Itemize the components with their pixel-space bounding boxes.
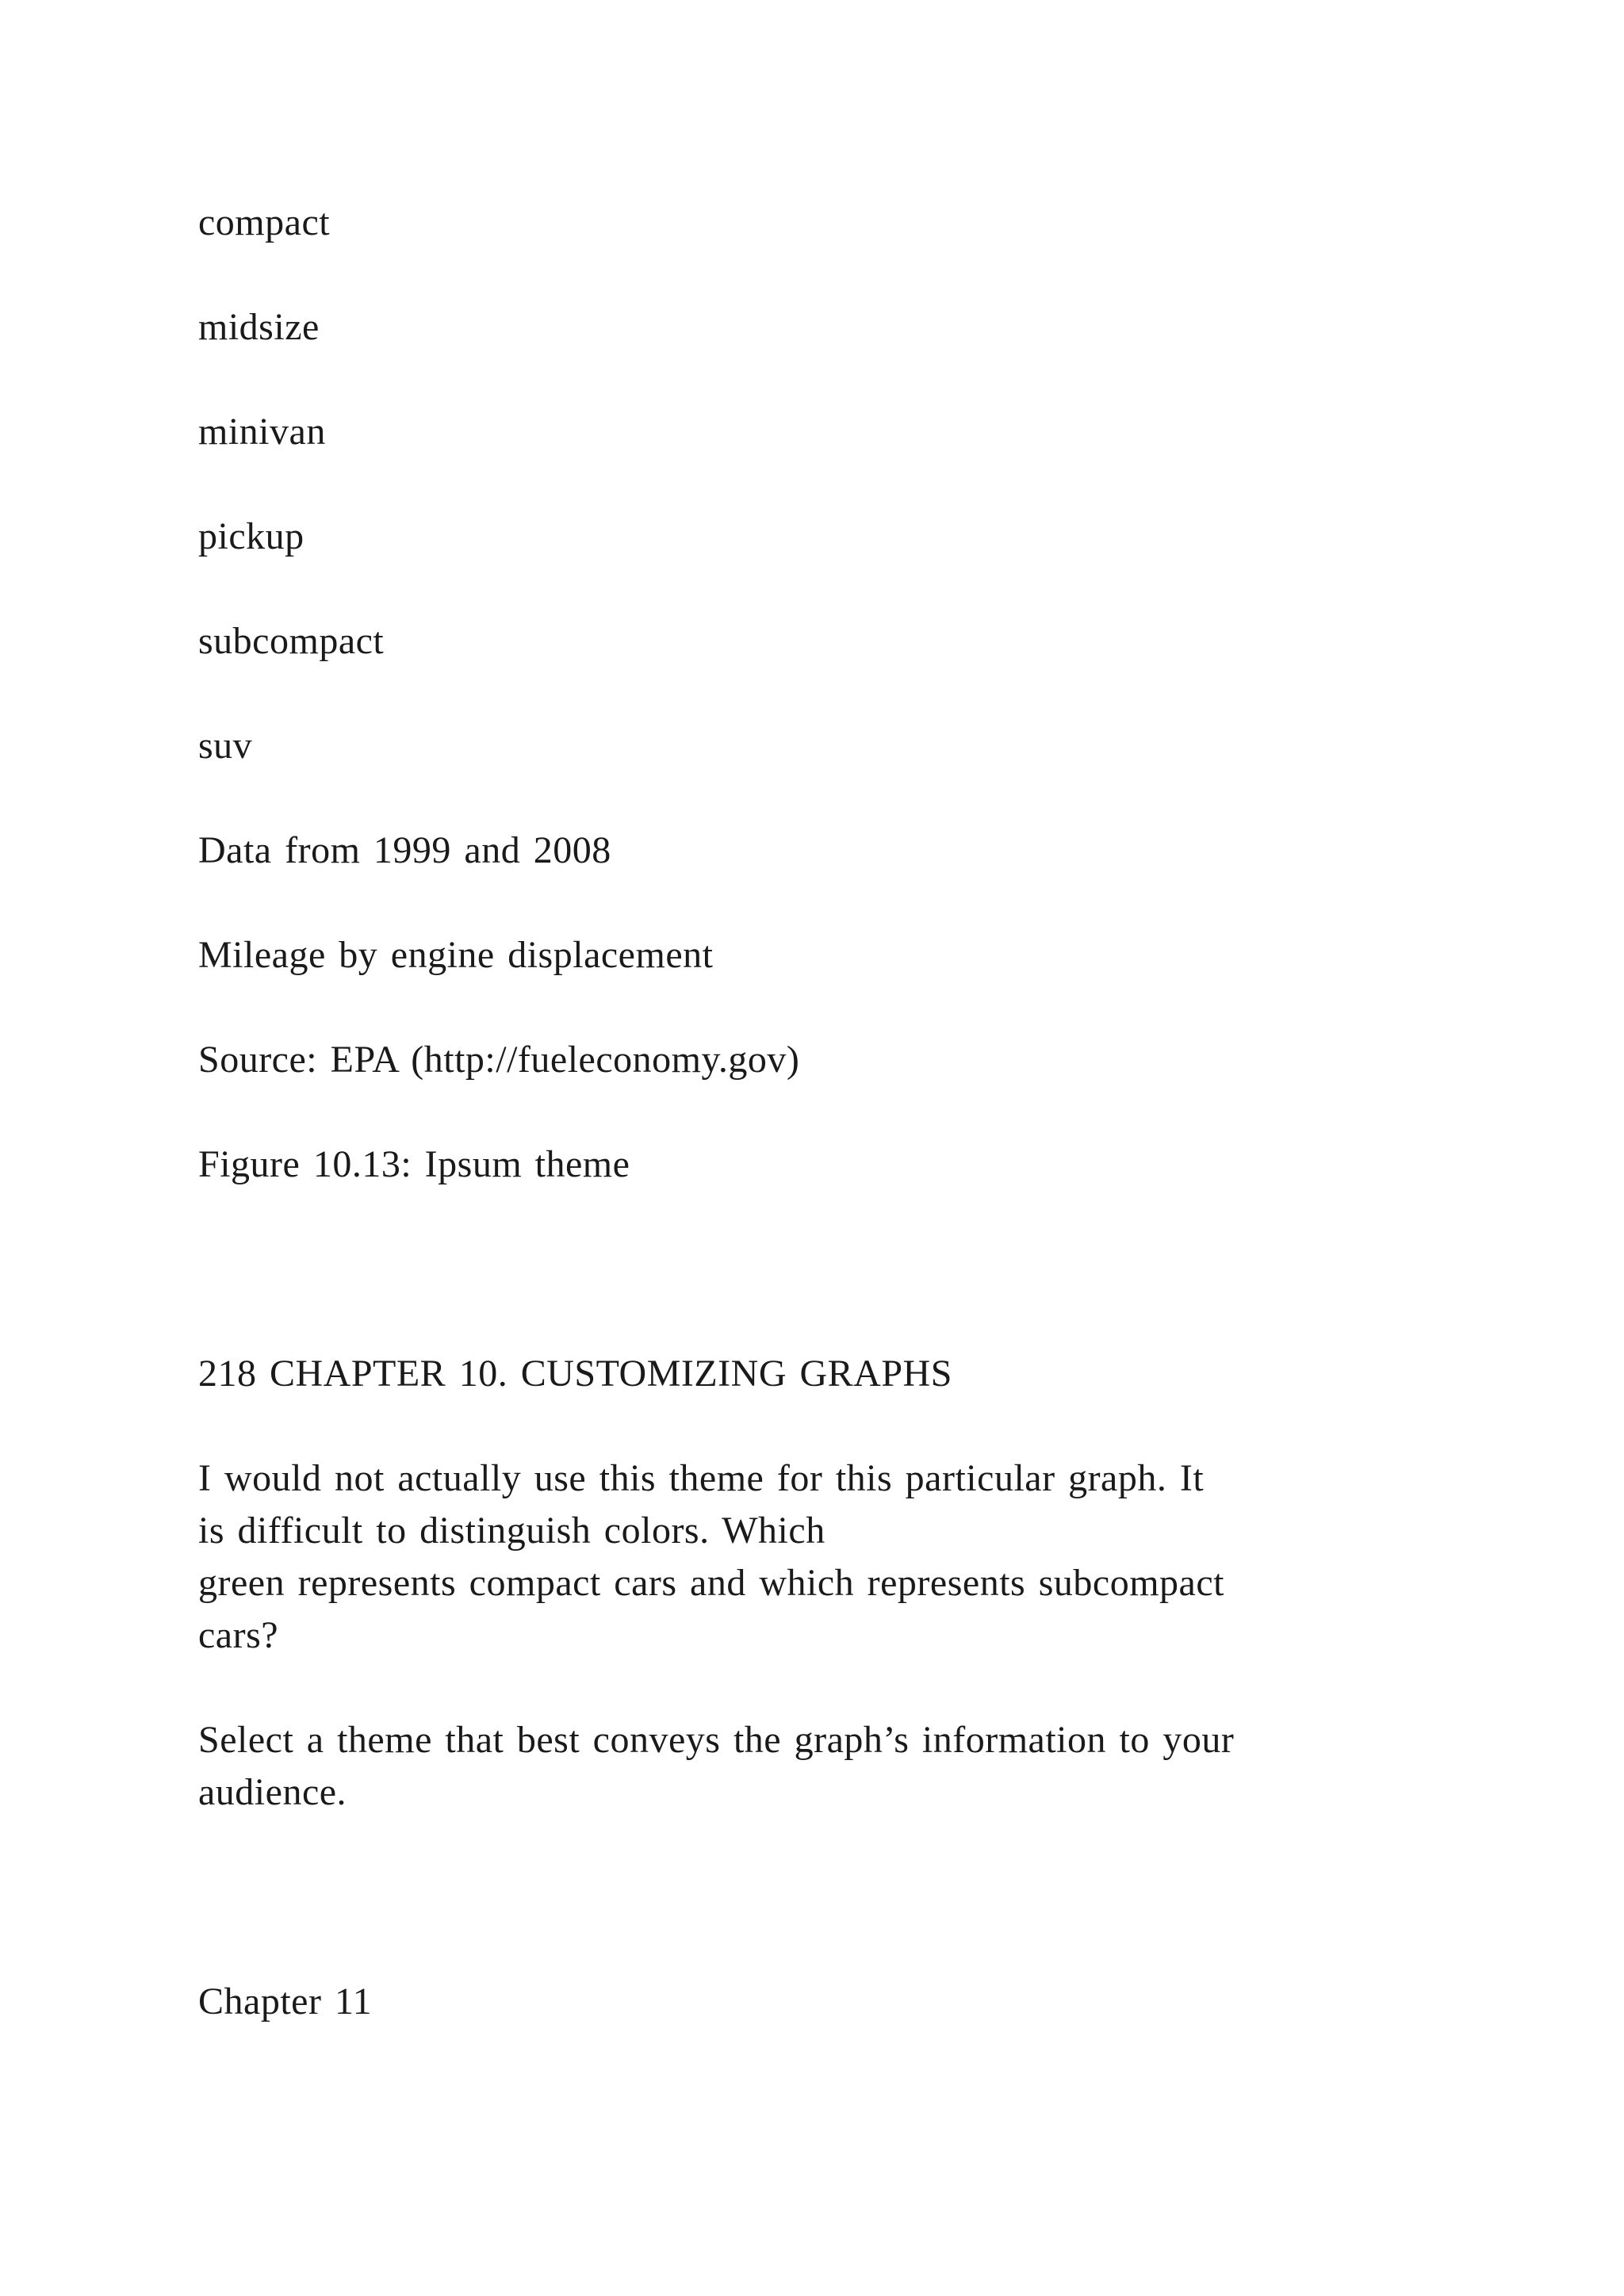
legend-item-midsize: midsize (198, 306, 320, 348)
paragraph-1-line-1: I would not actually use this theme for this particular graph. It (198, 1457, 1205, 1499)
running-header: 218 CHAPTER 10. CUSTOMIZING GRAPHS (198, 1353, 952, 1395)
figure-title: Mileage by engine displacement (198, 934, 714, 976)
paragraph-1-line-3: green represents compact cars and which represents subcompact (198, 1562, 1224, 1604)
paragraph-1-line-4: cars? (198, 1614, 279, 1656)
figure-caption: Figure 10.13: Ipsum theme (198, 1143, 630, 1185)
chapter-heading: Chapter 11 (198, 1980, 373, 2022)
figure-source: Source: EPA (http://fueleconomy.gov) (198, 1039, 800, 1081)
paragraph-2-line-1: Select a theme that best conveys the graph’s information to your (198, 1719, 1235, 1761)
legend-item-minivan: minivan (198, 411, 326, 453)
legend-item-suv: suv (198, 725, 253, 767)
paragraph-1-line-2: is difficult to distinguish colors. Which (198, 1510, 825, 1552)
legend-item-compact: compact (198, 201, 331, 243)
legend-item-subcompact: subcompact (198, 620, 385, 662)
figure-subtitle: Data from 1999 and 2008 (198, 829, 611, 871)
paragraph-2-line-2: audience. (198, 1771, 347, 1813)
legend-item-pickup: pickup (198, 515, 304, 557)
